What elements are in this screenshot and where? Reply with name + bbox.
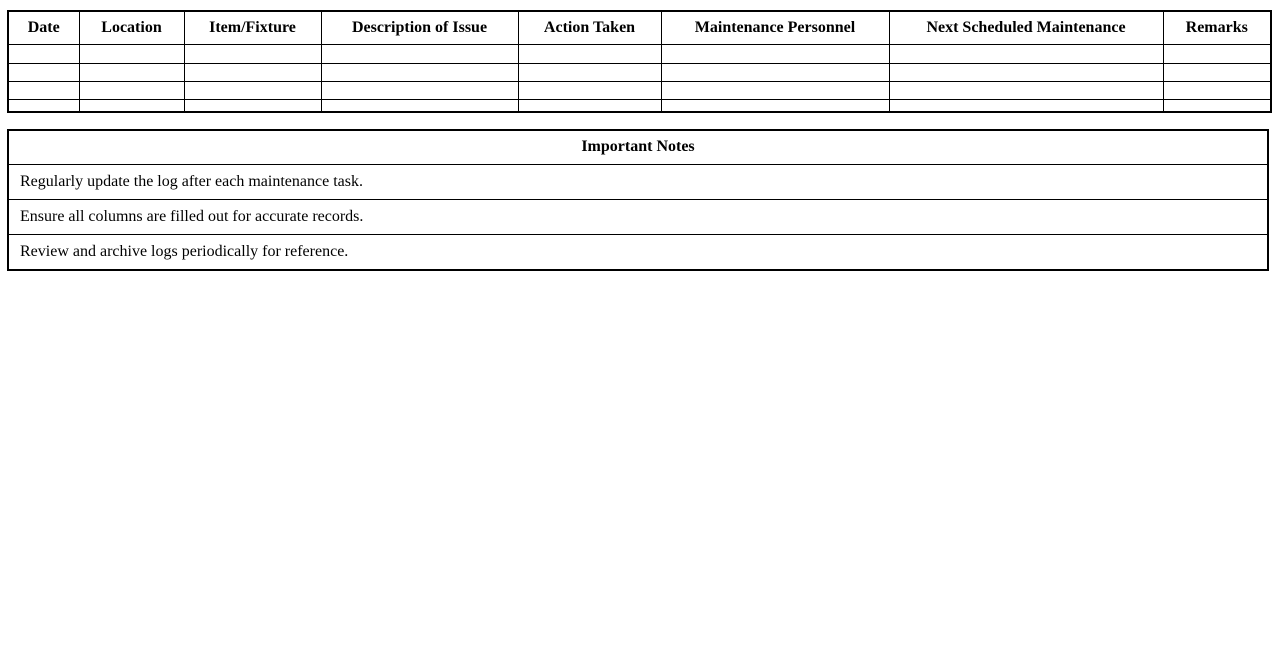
important-notes-table: [7, 129, 1269, 271]
log-empty-cell: [79, 99, 184, 112]
log-header-action-taken: Action Taken: [518, 11, 661, 44]
log-empty-cell: [184, 99, 321, 112]
note-text: Review and archive logs periodically for reference.: [8, 234, 1268, 270]
log-empty-cell: [661, 81, 889, 99]
log-header-remarks: Remarks: [1163, 11, 1271, 44]
log-empty-cell: [321, 44, 518, 63]
log-empty-cell: [8, 99, 79, 112]
log-empty-cell: [889, 81, 1163, 99]
log-empty-cell: [321, 99, 518, 112]
note-row: [8, 234, 1268, 270]
log-empty-cell: [184, 44, 321, 63]
log-header-next-scheduled-maintenance: Next Scheduled Maintenance: [889, 11, 1163, 44]
log-header-date: Date: [8, 11, 79, 44]
log-empty-row: [8, 81, 1271, 99]
log-empty-cell: [889, 99, 1163, 112]
note-row: [8, 199, 1268, 234]
log-empty-cell: [8, 63, 79, 81]
log-empty-cell: [79, 44, 184, 63]
log-empty-cell: [661, 63, 889, 81]
note-row: [8, 164, 1268, 199]
log-header-description-of-issue: Description of Issue: [321, 11, 518, 44]
log-empty-cell: [518, 63, 661, 81]
notes-header-row: [8, 130, 1268, 164]
log-header-item-fixture: Item/Fixture: [184, 11, 321, 44]
log-empty-cell: [661, 44, 889, 63]
log-empty-cell: [1163, 99, 1271, 112]
log-empty-cell: [321, 63, 518, 81]
log-empty-row: [8, 44, 1271, 63]
log-empty-cell: [184, 81, 321, 99]
log-empty-cell: [518, 81, 661, 99]
log-header-row: [8, 11, 1271, 44]
log-empty-cell: [518, 99, 661, 112]
notes-title: Important Notes: [8, 130, 1268, 164]
note-text: Ensure all columns are filled out for accurate records.: [8, 199, 1268, 234]
log-empty-cell: [321, 81, 518, 99]
log-empty-cell: [8, 81, 79, 99]
log-empty-cell: [184, 63, 321, 81]
maintenance-log-table: [7, 10, 1272, 113]
log-empty-cell: [79, 63, 184, 81]
log-empty-row: [8, 63, 1271, 81]
log-empty-cell: [518, 44, 661, 63]
log-empty-row: [8, 99, 1271, 112]
log-header-location: Location: [79, 11, 184, 44]
log-empty-cell: [79, 81, 184, 99]
note-text: Regularly update the log after each maintenance task.: [8, 164, 1268, 199]
log-empty-cell: [8, 44, 79, 63]
log-empty-cell: [1163, 81, 1271, 99]
log-empty-cell: [661, 99, 889, 112]
log-header-maintenance-personnel: Maintenance Personnel: [661, 11, 889, 44]
log-empty-cell: [889, 44, 1163, 63]
log-empty-cell: [1163, 63, 1271, 81]
log-empty-cell: [889, 63, 1163, 81]
log-empty-cell: [1163, 44, 1271, 63]
